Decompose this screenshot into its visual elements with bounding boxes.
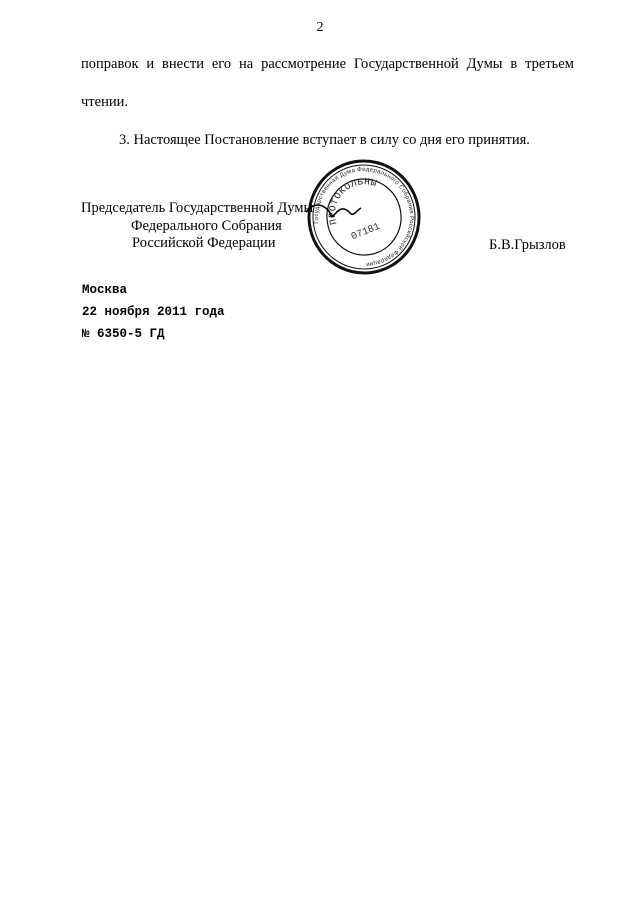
stamp-number: 07181 bbox=[349, 221, 382, 244]
paragraph-word: Государственной bbox=[353, 56, 459, 72]
place-date: 22 ноября 2011 года bbox=[82, 305, 225, 319]
stamp-outer-text: Государственная Дума Федерального Собрания Российской Федерации bbox=[313, 166, 415, 267]
official-stamp bbox=[306, 158, 422, 276]
paragraph-word: в bbox=[510, 56, 518, 72]
paragraph-word: внести bbox=[162, 56, 204, 72]
paragraph-word: и bbox=[146, 56, 155, 72]
signatory-title-line-1: Председатель Государственной Думы bbox=[81, 200, 314, 216]
signatory-title-line-2: Федерального Собрания bbox=[131, 218, 282, 234]
paragraph-word: поправок bbox=[81, 56, 139, 72]
paragraph-item-3: 3. Настоящее Постановление вступает в силу со дня его принятия. bbox=[119, 132, 530, 148]
page-number: 2 bbox=[316, 20, 324, 35]
signatory-title-line-3: Российской Федерации bbox=[132, 235, 276, 251]
paragraph-line-1 bbox=[81, 56, 574, 73]
paragraph-word: Думы bbox=[466, 56, 503, 72]
stamp-word: ПРОТОКОЛЬНЫ bbox=[326, 176, 379, 226]
paragraph-word: третьем bbox=[525, 56, 574, 72]
paragraph-line-2: чтении. bbox=[81, 94, 128, 110]
paragraph-word: рассмотрение bbox=[261, 56, 347, 72]
registration-number: № 6350-5 ГД bbox=[82, 327, 165, 341]
signatory-name: Б.В.Грызлов bbox=[489, 237, 566, 253]
paragraph-word: на bbox=[238, 56, 254, 72]
paragraph-word: его bbox=[211, 56, 232, 72]
place-city: Москва bbox=[82, 283, 128, 297]
